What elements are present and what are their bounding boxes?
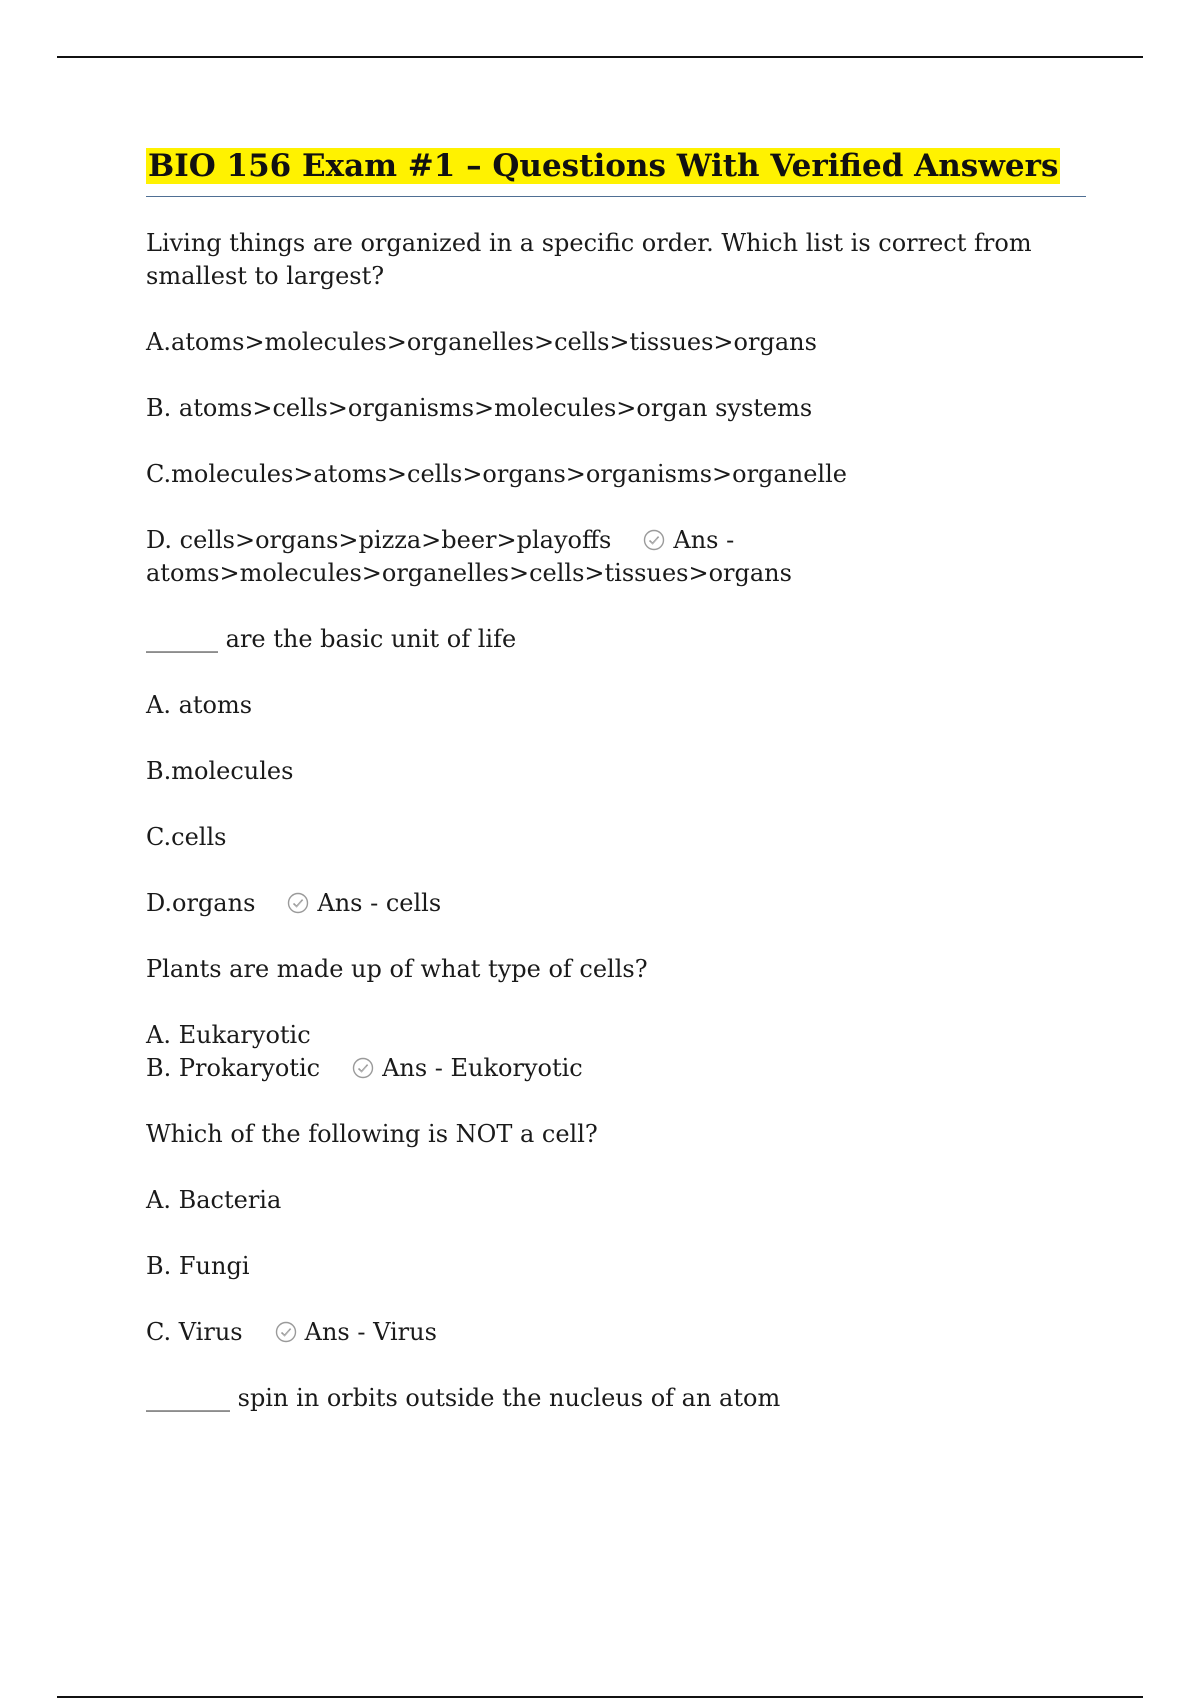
question-4-answer: Ans - Virus: [304, 1318, 437, 1346]
document-title: BIO 156 Exam #1 – Questions With Verified Answers: [148, 148, 1059, 184]
question-3-text: Plants are made up of what type of cells?: [146, 955, 648, 983]
question-2-option-d: D.organs: [146, 889, 256, 917]
question-1-text: Living things are organized in a specific order. Which list is correct from smallest to largest?: [146, 229, 1032, 290]
header-rule: [57, 56, 1143, 58]
question-2-option-b: B.molecules: [146, 757, 294, 785]
question-3-option-a: A. Eukaryotic: [146, 1021, 311, 1049]
title-block: [146, 144, 1086, 197]
document-body: [146, 144, 1086, 1448]
question-4-option-a: A. Bacteria: [146, 1186, 282, 1214]
question-1-answer: atoms>molecules>organelles>cells>tissues>organs: [146, 559, 792, 587]
question-2-text: ______ are the basic unit of life: [146, 625, 517, 653]
question-3-option-b-with-answer: [146, 1052, 1086, 1085]
check-circle-icon: [287, 892, 309, 914]
question-5-text: _______ spin in orbits outside the nucleus of an atom: [146, 1384, 781, 1412]
question-3-answer: Ans - Eukoryotic: [382, 1054, 583, 1082]
footer-rule: [57, 1696, 1143, 1698]
question-2-option-d-with-answer: [146, 887, 1086, 920]
question-4-option-c: C. Virus: [146, 1318, 243, 1346]
check-circle-icon: [275, 1321, 297, 1343]
question-2-answer: Ans - cells: [317, 889, 442, 917]
check-circle-icon: [352, 1057, 374, 1079]
question-1-option-d: D. cells>organs>pizza>beer>playoffs: [146, 526, 612, 554]
question-1-option-a: A.atoms>molecules>organelles>cells>tissues>organs: [146, 328, 817, 356]
question-4-text: Which of the following is NOT a cell?: [146, 1120, 598, 1148]
question-1-option-d-with-answer: [146, 524, 1086, 590]
question-4-option-c-with-answer: [146, 1316, 1086, 1349]
question-1-answer-label: Ans -: [673, 526, 735, 554]
question-2-option-c: C.cells: [146, 823, 227, 851]
question-4-option-b: B. Fungi: [146, 1252, 250, 1280]
question-3-option-b: B. Prokaryotic: [146, 1054, 321, 1082]
question-1-option-b: B. atoms>cells>organisms>molecules>organ systems: [146, 394, 813, 422]
check-circle-icon: [643, 529, 665, 551]
question-2-option-a: A. atoms: [146, 691, 253, 719]
question-1-option-c: C.molecules>atoms>cells>organs>organisms>organelle: [146, 460, 847, 488]
